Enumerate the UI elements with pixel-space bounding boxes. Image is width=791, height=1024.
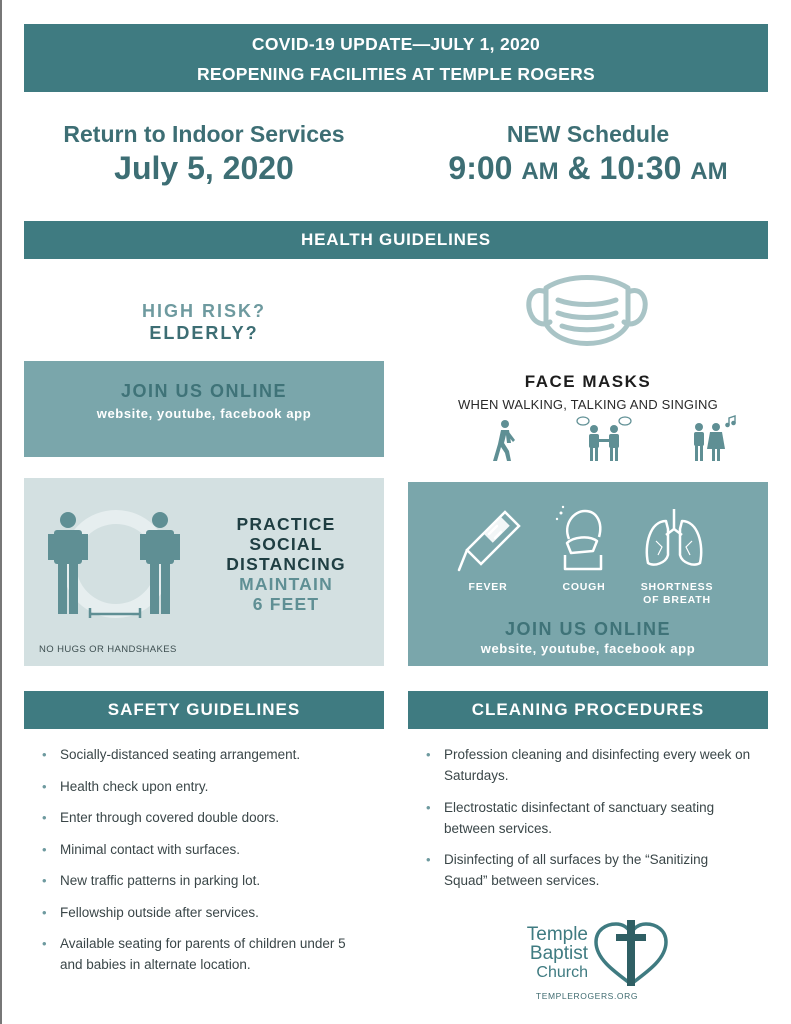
join-online-platforms-2: website, youtube, facebook app — [480, 641, 696, 656]
schedule-times — [408, 150, 768, 187]
no-hugs-note: NO HUGS OR HANDSHAKES — [39, 644, 177, 655]
fever-label: FEVER — [468, 581, 508, 593]
church-logo-text — [500, 925, 588, 982]
distancing-line-1: PRACTICE — [236, 514, 336, 534]
thermometer-icon — [455, 508, 525, 574]
list-item: • Disinfecting of all surfaces by the “Sanitizing Squad” between services. — [424, 849, 754, 891]
safety-guidelines-heading: SAFETY GUIDELINES — [24, 691, 384, 729]
breath-line-1: SHORTNESS — [640, 581, 714, 593]
breath-line-2: OF BREATH — [643, 594, 711, 606]
distancing-line-3: DISTANCING — [226, 554, 346, 574]
banner-line-2: REOPENING FACILITIES AT TEMPLE ROGERS — [196, 64, 596, 84]
schedule-label: NEW Schedule — [506, 121, 670, 147]
cleaning-procedures-list — [424, 744, 754, 902]
risk-line-2: ELDERLY? — [149, 323, 259, 343]
health-guidelines-heading: HEALTH GUIDELINES — [24, 221, 768, 259]
services-date: July 5, 2020 — [114, 150, 294, 186]
schedule-time-1: 9:00 — [448, 150, 513, 186]
banner-line-1: COVID-19 UPDATE—JULY 1, 2020 — [251, 34, 541, 54]
social-distancing-text — [196, 514, 376, 614]
high-risk-text — [24, 300, 384, 344]
distancing-line-4: MAINTAIN — [239, 574, 333, 594]
list-item: • Fellowship outside after services. — [40, 902, 390, 923]
list-item: • New traffic patterns in parking lot. — [40, 870, 390, 891]
face-masks-subtitle: WHEN WALKING, TALKING AND SINGING — [458, 397, 718, 412]
list-item: • Enter through covered double doors. — [40, 807, 390, 828]
cleaning-procedures-heading: CLEANING PROCEDURES — [408, 691, 768, 729]
list-item: • Minimal contact with surfaces. — [40, 839, 390, 860]
lungs-icon — [642, 505, 706, 571]
safety-guidelines-list — [40, 744, 390, 986]
distancing-line-2: SOCIAL — [249, 534, 323, 554]
schedule-ampersand: & — [567, 150, 591, 186]
social-distancing-icon — [44, 510, 186, 620]
join-online-box — [24, 361, 384, 457]
list-item: • Health check upon entry. — [40, 776, 390, 797]
heart-cross-logo-icon — [592, 920, 670, 990]
list-item: • Electrostatic disinfectant of sanctuary seating between services. — [424, 797, 754, 839]
list-item: • Socially-distanced seating arrangement. — [40, 744, 390, 765]
join-online-platforms: website, youtube, facebook app — [96, 406, 312, 421]
services-label: Return to Indoor Services — [63, 121, 345, 147]
page-edge — [0, 0, 2, 1024]
list-item: • Profession cleaning and disinfecting every week on Saturdays. — [424, 744, 754, 786]
join-online-title-2: JOIN US ONLINE — [504, 619, 672, 639]
risk-line-1: HIGH RISK? — [141, 301, 266, 321]
logo-line-3: Church — [536, 964, 588, 981]
schedule-ampm-1: AM — [521, 158, 559, 185]
website-url: TEMPLEROGERS.ORG — [535, 991, 639, 1001]
schedule-time-2: 10:30 — [599, 150, 682, 186]
walking-person-icon — [489, 419, 519, 463]
cough-label: COUGH — [562, 581, 606, 593]
join-online-title: JOIN US ONLINE — [120, 381, 288, 401]
talking-people-icon — [576, 415, 632, 463]
logo-line-2: Baptist — [529, 943, 588, 964]
shortness-of-breath-label — [626, 581, 728, 607]
cough-icon — [553, 503, 613, 573]
face-mask-icon — [522, 266, 652, 360]
header-banner — [24, 24, 768, 92]
schedule-ampm-2: AM — [690, 158, 728, 185]
distancing-line-5: 6 FEET — [252, 594, 320, 614]
logo-line-1: Temple — [526, 924, 588, 945]
list-item: • Available seating for parents of children under 5 and babies in alternate location. — [40, 933, 390, 975]
singing-people-icon — [689, 415, 739, 463]
face-masks-title: FACE MASKS — [524, 372, 652, 391]
